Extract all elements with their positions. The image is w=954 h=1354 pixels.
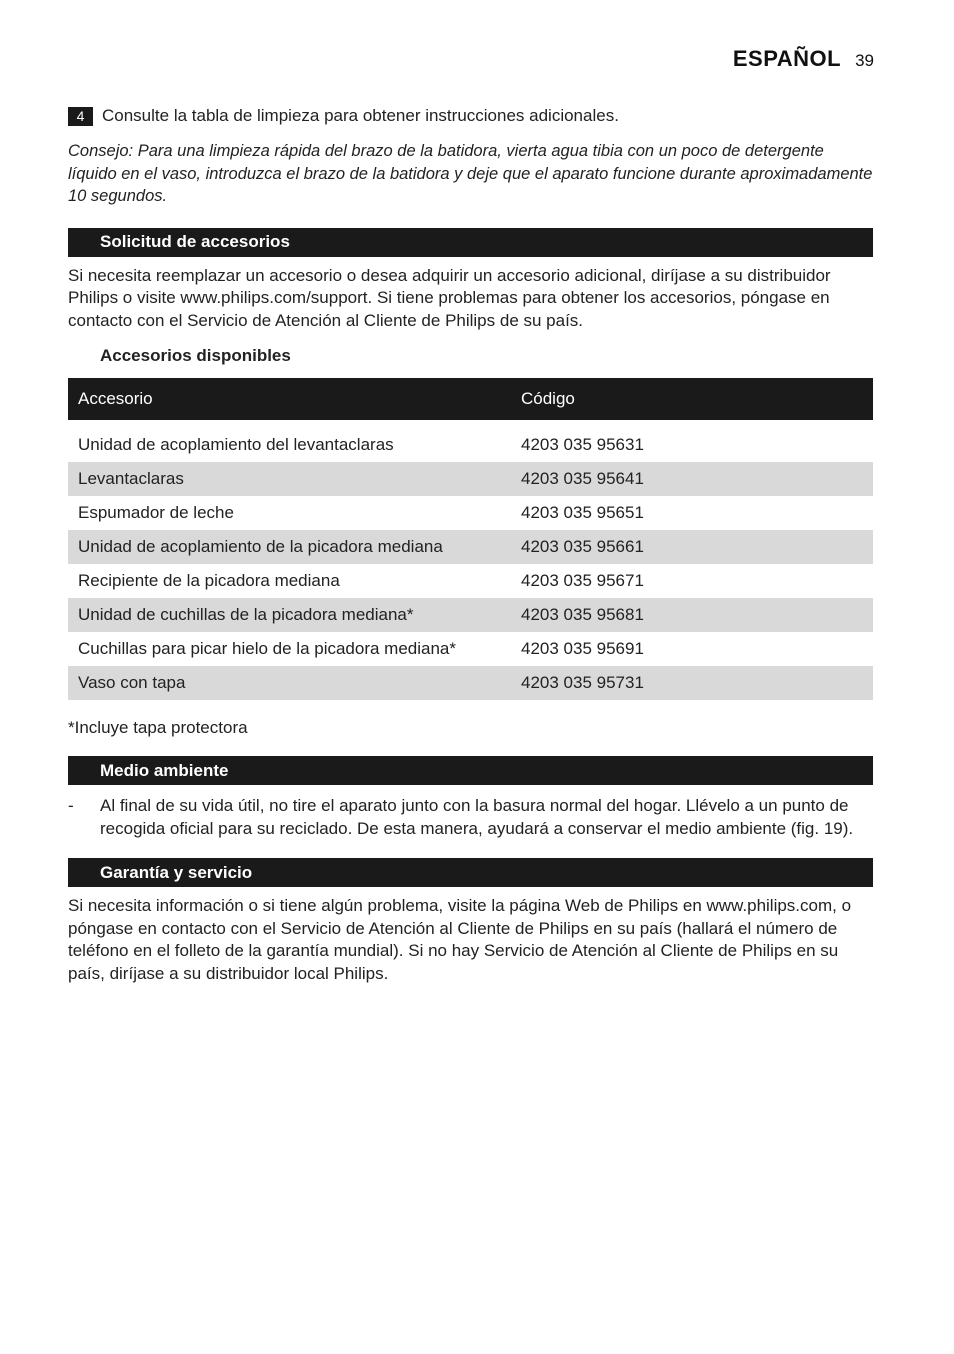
section-heading-accessories: Solicitud de accesorios xyxy=(68,228,873,257)
accessory-code: 4203 035 95731 xyxy=(511,666,873,700)
table-row xyxy=(68,666,873,700)
column-header-accessory: Accesorio xyxy=(68,378,511,420)
table-row xyxy=(68,598,873,632)
accessory-name: Unidad de acoplamiento de la picadora mediana xyxy=(68,530,511,564)
column-header-code: Código xyxy=(511,378,873,420)
tip-text: Consejo: Para una limpieza rápida del brazo de la batidora, vierta agua tibia con un poco de detergente líquido en el vaso, introduzca el brazo de la batidora y deje que el aparato funcione durante aproximadamente 10 segundos. xyxy=(68,142,873,205)
accessories-paragraph: Si necesita reemplazar un accesorio o desea adquirir un accesorio adicional, diríjase a su distribuidor Philips o visite www.philips.com/support. Si tiene problemas para obtener los accesorios, póngase en contacto con el Servicio de Atención al Cliente de Philips de su país. xyxy=(68,265,831,330)
section-heading-warranty: Garantía y servicio xyxy=(68,858,873,887)
table-row xyxy=(68,496,873,530)
accessory-code: 4203 035 95651 xyxy=(521,503,644,522)
step-number-badge: 4 xyxy=(68,107,93,126)
table-row xyxy=(68,632,873,666)
page-number: 39 xyxy=(855,51,874,70)
accessory-name: Recipiente de la picadora mediana xyxy=(78,571,340,590)
table-row xyxy=(68,530,873,564)
table-row xyxy=(68,564,873,598)
accessory-name: Cuchillas para picar hielo de la picadora mediana* xyxy=(78,639,457,658)
table-row xyxy=(68,428,873,462)
step-text: Consulte la tabla de limpieza para obtener instrucciones adicionales. xyxy=(102,106,619,125)
language-label: ESPAÑOL xyxy=(732,46,842,71)
page-header xyxy=(733,46,874,72)
accessories-table xyxy=(68,378,873,700)
accessory-code: 4203 035 95641 xyxy=(511,462,873,496)
accessory-name: Levantaclaras xyxy=(68,462,511,496)
accessory-code: 4203 035 95691 xyxy=(521,639,644,658)
warranty-paragraph: Si necesita información o si tiene algún problema, visite la página Web de Philips en www.philips.com, o póngase en contacto con el Servicio de Atención al Cliente de Philips en su país (hallará el número de teléfono en el folleto de la garantía mundial). Si no hay Servicio de Atención al Cliente de Philips en su país, diríjase a su distribuidor local Philips. xyxy=(68,896,852,983)
environment-text: Al final de su vida útil, no tire el aparato junto con la basura normal del hogar. Llévelo a un punto de recogida oficial para su reciclado. De esta manera, ayudará a conservar el medio ambiente (fig. 19). xyxy=(100,796,854,838)
accessory-name: Vaso con tapa xyxy=(68,666,511,700)
accessory-code: 4203 035 95681 xyxy=(511,598,873,632)
table-row xyxy=(68,462,873,496)
accessory-name: Unidad de cuchillas de la picadora mediana* xyxy=(68,598,511,632)
section-heading-environment: Medio ambiente xyxy=(68,756,873,785)
list-item xyxy=(68,795,873,840)
step-item xyxy=(68,106,873,126)
table-footnote: *Incluye tapa protectora xyxy=(68,718,248,737)
page-content xyxy=(68,106,873,985)
accessory-name: Unidad de acoplamiento del levantaclaras xyxy=(78,435,394,454)
accessory-code: 4203 035 95631 xyxy=(521,435,644,454)
table-header-row xyxy=(68,378,873,420)
list-bullet: - xyxy=(68,796,74,815)
accessory-code: 4203 035 95661 xyxy=(511,530,873,564)
accessory-code: 4203 035 95671 xyxy=(521,571,644,590)
available-accessories-heading: Accesorios disponibles xyxy=(100,346,291,365)
accessory-name: Espumador de leche xyxy=(78,503,234,522)
